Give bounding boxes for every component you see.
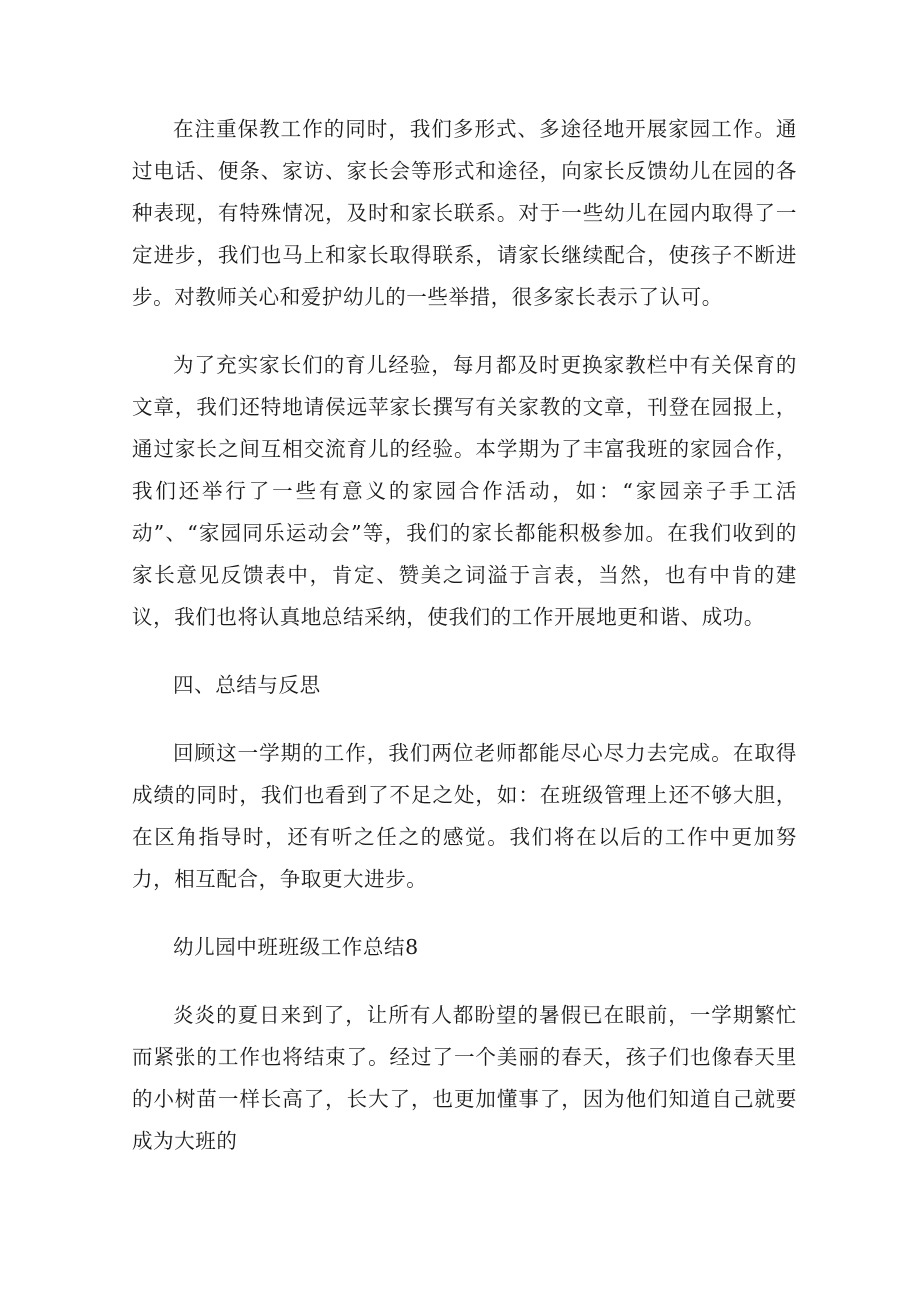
- document-title: 幼儿园中班班级工作总结8: [173, 935, 419, 959]
- paragraph-reflection: 回顾这一学期的工作，我们两位老师都能尽心尽力去完成。在取得成绩的同时，我们也看到了不足之处，如：在班级管理上还不够大胆，在区角指导时，还有听之任之的感觉。我们将在以后的工作中更加努力，相互配合，争取更大进步。: [132, 741, 797, 891]
- paragraph-home-school-work: 在注重保教工作的同时，我们多形式、多途径地开展家园工作。通过电话、便条、家访、家长会等形式和途径，向家长反馈幼儿在园的各种表现，有特殊情况，及时和家长联系。对于一些幼儿在园内取得了一定进步，我们也马上和家长取得联系，请家长继续配合，使孩子不断进步。对教师关心和爱护幼儿的一些举措，很多家长表示了认可。: [132, 117, 797, 309]
- document-body: [132, 108, 797, 1162]
- paragraph-parent-experience: 为了充实家长们的育儿经验，每月都及时更换家教栏中有关保育的文章，我们还特地请侯远苹家长撰写有关家教的文章，刊登在园报上，通过家长之间互相交流育儿的经验。本学期为了丰富我班的家园合作，我们还举行了一些有意义的家园合作活动，如：“家园亲子手工活动”、“家园同乐运动会”等，我们的家长都能积极参加。在我们收到的家长意见反馈表中，肯定、赞美之词溢于言表，当然，也有中肯的建议，我们也将认真地总结采纳，使我们的工作开展地更和谐、成功。: [132, 353, 797, 629]
- section-heading: 四、总结与反思: [173, 673, 321, 697]
- paragraph-summer-intro: 炎炎的夏日来到了，让所有人都盼望的暑假已在眼前，一学期繁忙而紧张的工作也将结束了。经过了一个美丽的春天，孩子们也像春天里的小树苗一样长高了，长大了，也更加懂事了，因为他们知道自己就要成为大班的: [132, 1003, 797, 1153]
